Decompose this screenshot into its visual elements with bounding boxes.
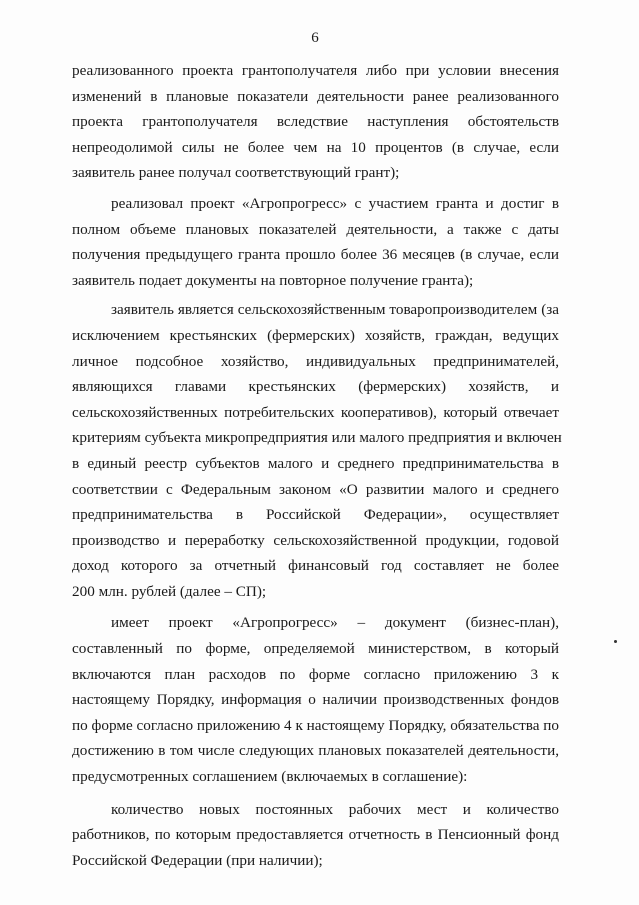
text-line: по форме согласно приложению 4 к настоящему Порядку, обязательства по xyxy=(72,716,559,734)
paragraph-applicant-criteria xyxy=(72,297,562,604)
text-line: 200 млн. рублей (далее – СП); xyxy=(72,582,267,600)
text-line: получения предыдущего гранта прошло более 36 месяцев (в случае, если xyxy=(72,246,559,264)
text-line: в единый реестр субъектов малого и среднего предпринимательства в xyxy=(72,454,559,472)
text-line: реализовал проект «Агропрогресс» с участием гранта и достиг в xyxy=(111,194,559,212)
text-line: предусмотренных соглашением (включаемых в соглашение): xyxy=(72,768,468,786)
paragraph-continuation xyxy=(72,58,559,186)
paragraph-project-implemented xyxy=(72,191,559,293)
text-line: соответствии с Федеральным законом «О развитии малого и среднего xyxy=(72,480,559,498)
text-line: достижению в том числе следующих плановых показателей деятельности, xyxy=(72,742,559,760)
document-body xyxy=(72,58,562,873)
text-line: критериям субъекта микропредприятия или малого предприятия и включен xyxy=(72,429,562,447)
scan-speck xyxy=(614,640,617,643)
text-line: реализованного проекта грантополучателя либо при условии внесения xyxy=(72,62,559,79)
text-line: Российской Федерации (при наличии); xyxy=(72,851,323,869)
page-number: 6 xyxy=(311,30,319,46)
text-line: личное подсобное хозяйство, индивидуальных предпринимателей, xyxy=(72,352,559,370)
text-line: заявитель ранее получал соответствующий грант); xyxy=(72,164,400,182)
text-line: заявитель является сельскохозяйственным товаропроизводителем (за xyxy=(111,301,559,319)
text-line: сельскохозяйственных потребительских кооперативов), который отвечает xyxy=(72,403,559,421)
text-line: являющихся главами крестьянских (фермерских) хозяйств, и xyxy=(72,378,559,396)
text-line: непреодолимой силы не более чем на 10 процентов (в случае, если xyxy=(72,138,559,156)
text-line: исключением крестьянских (фермерских) хозяйств, граждан, ведущих xyxy=(72,326,559,344)
text-line: изменений в плановые показатели деятельности ранее реализованного xyxy=(72,87,559,105)
text-line: предпринимательства в Российской Федерации», осуществляет xyxy=(72,506,559,524)
text-line: производство и переработку сельскохозяйственной продукции, годовой xyxy=(72,531,559,549)
text-line: включаются план расходов по форме согласно приложению 3 к xyxy=(72,665,559,683)
text-line: работников, по которым предоставляется отчетность в Пенсионный фонд xyxy=(72,826,559,844)
text-line: заявитель подает документы на повторное получение гранта); xyxy=(72,271,474,289)
paragraph-jobs-count xyxy=(72,797,559,874)
text-line: количество новых постоянных рабочих мест и количество xyxy=(111,800,559,818)
text-line: проекта грантополучателя вследствие наступления обстоятельств xyxy=(72,113,559,131)
text-line: полном объеме плановых показателей деятельности, а также с даты xyxy=(72,220,559,238)
text-line: настоящему Порядку, информация о наличии производственных фондов xyxy=(72,691,559,709)
text-line: имеет проект «Агропрогресс» – документ (бизнес-план), xyxy=(111,614,559,632)
text-line: доход которого за отчетный финансовый год составляет не более xyxy=(72,557,559,575)
text-line: составленный по форме, определяемой министерством, в который xyxy=(72,640,559,658)
paragraph-business-plan xyxy=(72,610,559,789)
